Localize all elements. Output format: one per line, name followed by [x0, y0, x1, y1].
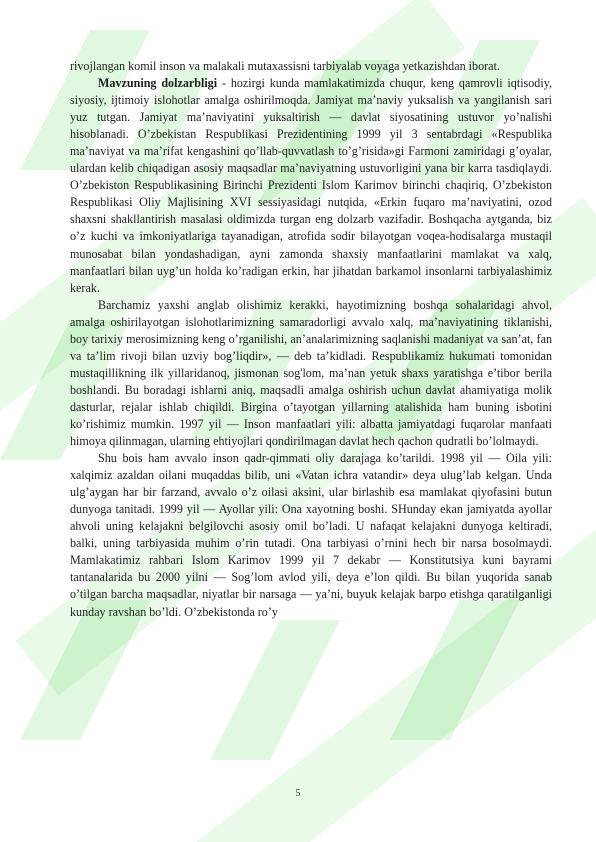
paragraph-4-text: Shu bois ham avvalo inson qadr-qimmati oliy darajaga ko’tarildi. 1998 yil — Oila yili: xalqimiz azaldan oilani muqaddas bilib, uni «Vatan ichra vatandir» deya ulug’lab kelgan. Unda ulg’aygan har bir farzand, avvalo o’z oilasi aksini, ular birlashib esa mamlakat qiyofasini butun dunyoga tanitadi. 1999 yil — Ayollar yili: Ona xayotning boshi. SHunday ekan jamiyatda ayollar ahvoli uning kelajakni belgilovchi asosiy omil bo’ladi. U nafaqat kelajakni dunyoga keltiradi, balki, uning tarbiyasida muhim o’rin tutadi. Ona tarbiyasi o’rnini hech bir narsa bosolmaydi. Mamlakatimiz rahbari Islom Karimov 1999 yil 7 dekabr — Konstitutsiya kuni bayrami tantanalarida bu 2000 yilni — Sog’lom avlod yili, deya e’lon qildi. Bu bilan yuqorida sanab o’tilgan barcha maqsadlar, niyatlar bir narsaga — ya’ni, buyuk kelajak barpo etishga qaratilganligi kunday ravshan bo’ldi. O’zbekistonda ro’y — [70, 451, 552, 619]
page-number: 5 — [295, 788, 301, 799]
paragraph-1-text: rivojlangan komil inson va malakali mutaxassisni tarbiyalab voyaga yetkazishdan iborat. — [70, 59, 500, 73]
paragraph-3-text: Barchamiz yaxshi anglab olishimiz kerakki, hayotimizning boshqa sohalaridagi ahvol, amalga oshirilayotgan islohotlarimizning samaradorligi avvalo xalq, ma’naviyatining tiklanishi, boy tarixiy merosimizning keng o’rganilishi, an’analarimizning saqlanishi madaniyat va san’at, fan va ta’lim rivoji bilan uzviy bog’liqdir», — deb ta’kidladi. Respublikamiz hukumati tomonidan mustaqillikning ilk yillaridanoq, jismonan sog'lom, ma’nan yetuk shaxs yaratishga e’tibor berila boshlandi. Bu boradagi ishlarni aniq, maqsadli amalga oshirish uchun davlat ahamiyatiga molik dasturlar, rejalar ishlab chiqildi. Birgina o’tayotgan yillarning atalishida ham buning isbotini ko’rishimiz mumkin. 1997 yil — Inson manfaatlari yili: albatta jamiyatdagi fuqarolar manfaati himoya qilinmagan, ularning ehtiyojlari qondirilmagan davlat hech qachon qudratli bo’lolmaydi. — [70, 297, 552, 449]
paragraph-2 — [70, 75, 552, 297]
paragraph-3 — [70, 297, 552, 450]
paragraph-4 — [70, 450, 552, 620]
paragraph-1 — [70, 58, 552, 75]
document-body — [70, 58, 552, 621]
paragraph-2-text: - hozirgi kunda mamlakatimizda chuqur, keng qamrovli iqtisodiy, siyosiy, ijtimoiy islohotlar amalga oshirilmoqda. Jamiyat ma’naviy yuksalish va yangilanish sari yuz tutgan. Jamiyat ma’naviyatini yuksaltirish — davlat siyosatining ustuvor yo’nalishi hisoblanadi. O’zbekistan Respublikasi Prezidentining 1999 yil 3 sentabrdagi «Respublika ma’naviyat va ma’rifat kengashini qo’llab-quvvatlash to’g’risida»gi Farmoni zamiridagi g’oyalar, ulardan kelib chiqadigan asosiy maqsadlar ma’naviyatning ustuvorligini yana bir karra tasdiqlaydi. O’zbekiston Respublikasining Birinchi Prezidenti Islom Karimov birinchi chaqiriq, O’zbekiston Respublikasi Oliy Majlisining XVI sessiyasidagi nutqida, «Erkin fuqaro ma’naviyatini, ozod shaxsni shakllantirish masalasi oldimizda turgan eng dolzarb vazifadir. Boshqacha aytganda, biz o’z kuchi va imkoniyatlariga tayanadigan, atrofida sodir bilayotgan voqea-hodisalarga mustaqil munosabat bilan yondashadigan, ayni zamonda shaxsiy manfaatlarini mamlakat va xalq, manfaatlari bilan uyg’un holda ko’radigan erkin, har jihatdan barkamol insonlarni tarbiyalashimiz kerak. — [70, 76, 552, 295]
paragraph-2-heading: Mavzuning dolzarbligi — [98, 76, 218, 91]
